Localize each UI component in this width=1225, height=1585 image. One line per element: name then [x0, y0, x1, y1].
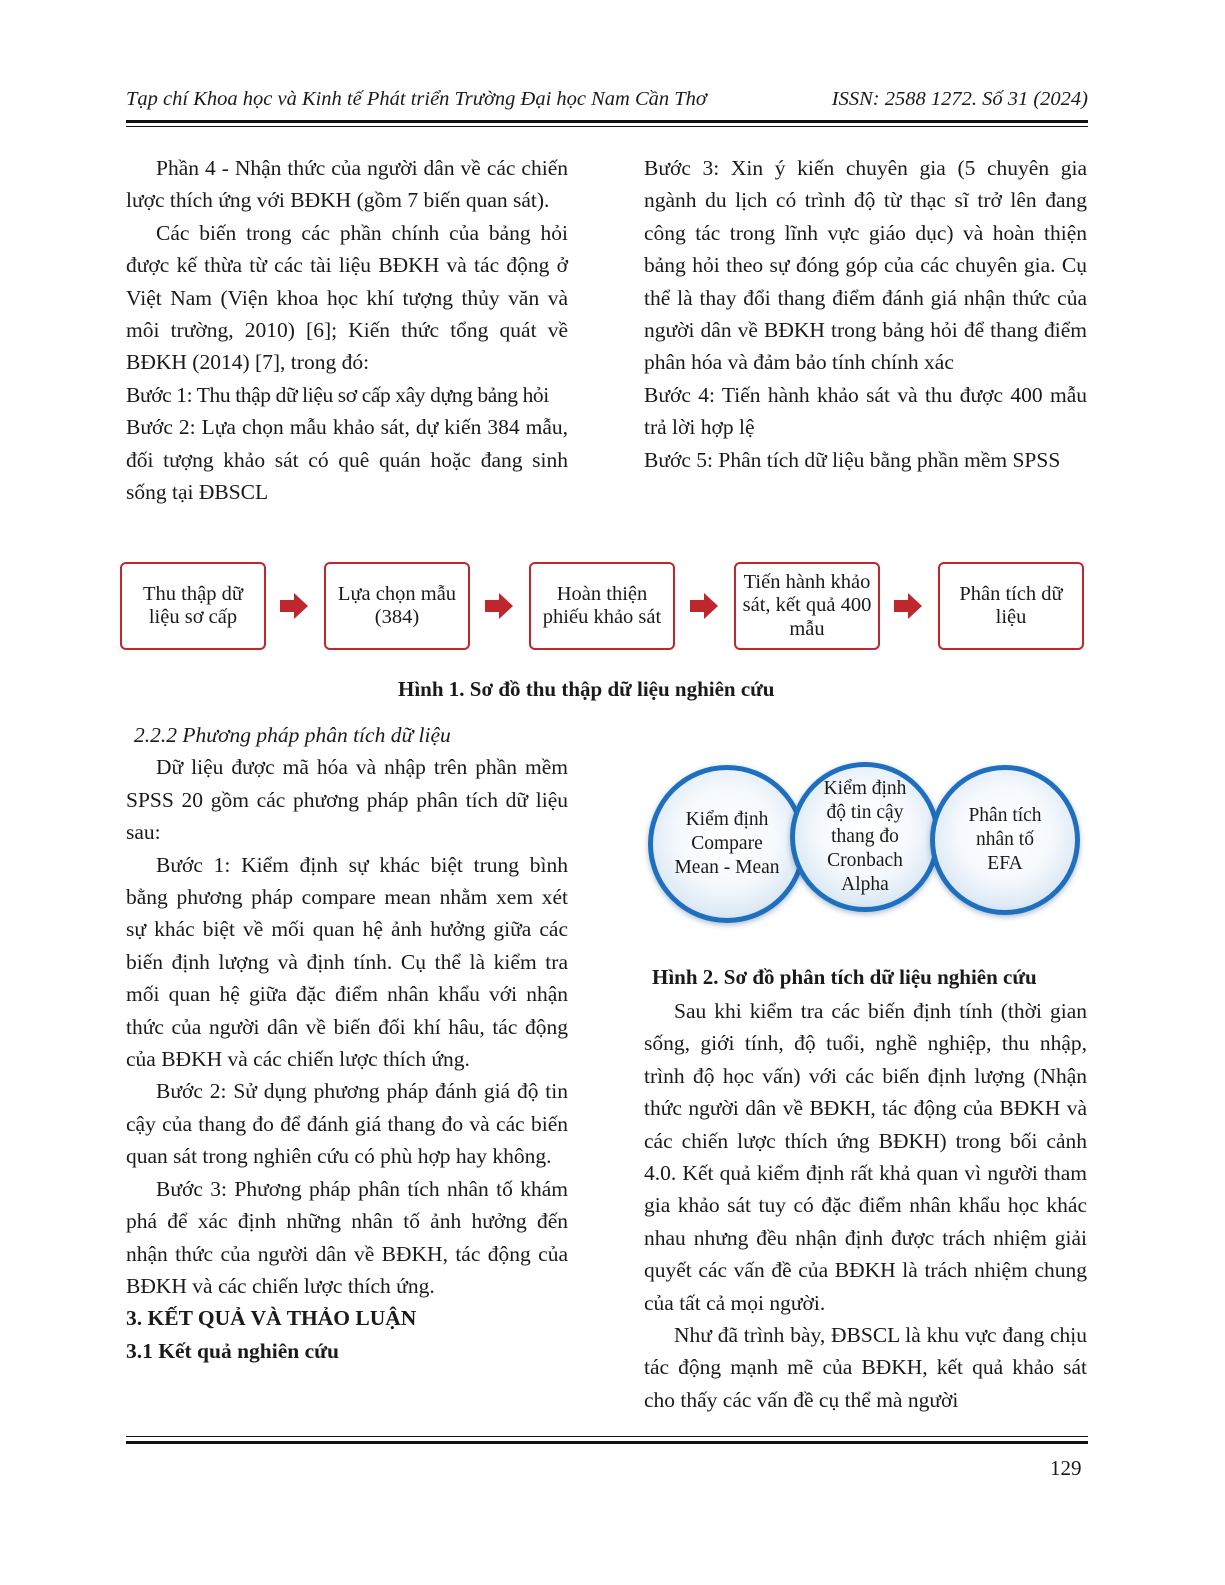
left-column-bottom	[126, 719, 568, 1367]
figure-1-flow-diagram	[120, 562, 1088, 654]
flow-step-1: Thu thập dữ liệu sơ cấp	[120, 562, 266, 650]
right-column-top	[644, 152, 1087, 476]
figure-2-diagram	[640, 762, 1090, 922]
arrow-right-icon	[485, 593, 513, 619]
paragraph: Bước 1: Kiểm định sự khác biệt trung bình bằng phương pháp compare mean nhằm xem xét sự khác biệt về mối quan hệ ảnh hưởng giữa các biến định lượng và định tính. Cụ thể là kiểm tra mối quan hệ giữa đặc điểm nhân khẩu với nhận thức của người dân về biến đối khí hâu, tác động của BĐKH và các chiến lược thích ứng.	[126, 852, 568, 1072]
header-rule-thin	[126, 126, 1088, 127]
left-column-top	[126, 152, 568, 508]
paragraph: Như đã trình bày, ĐBSCL là khu vực đang chịu tác động mạnh mẽ của BĐKH, kết quả khảo sát cho thấy các vấn đề cụ thể mà người	[644, 1323, 1087, 1412]
subsection-heading: 2.2.2 Phương pháp phân tích dữ liệu	[134, 723, 451, 747]
paragraph: Bước 4: Tiến hành khảo sát và thu được 400 mẫu trả lời hợp lệ	[644, 382, 1087, 440]
right-column-bottom	[644, 995, 1087, 1416]
flow-step-3: Hoàn thiện phiếu khảo sát	[529, 562, 675, 650]
footer-rule-thick	[126, 1441, 1088, 1444]
paragraph: Bước 1: Thu thập dữ liệu sơ cấp xây dựng bảng hỏi	[126, 382, 549, 407]
paragraph: Các biến trong các phần chính của bảng hỏi được kế thừa từ các tài liệu BĐKH và tác động ở Việt Nam (Viện khoa học khí tượng thủy văn và môi trường, 2010) [6]; Kiến thức tổng quát về BĐKH (2014) [7], trong đó:	[126, 220, 568, 375]
paragraph: Phần 4 - Nhận thức của người dân về các chiến lược thích ứng với BĐKH (gồm 7 biến quan sát).	[126, 156, 568, 213]
figure-2-caption: Hình 2. Sơ đồ phân tích dữ liệu nghiên cứu	[652, 965, 1037, 989]
bubble-step-1: Kiểm định Compare Mean - Mean	[648, 765, 806, 923]
paragraph: Bước 2: Lựa chọn mẫu khảo sát, dự kiến 384 mẫu, đối tượng khảo sát có quê quán hoặc đang sinh sống tại ĐBSCL	[126, 415, 568, 505]
paragraph: Bước 3: Phương pháp phân tích nhân tố khám phá để xác định những nhân tố ảnh hưởng đến nhận thức của người dân về BĐKH, tác động của BĐKH và các chiến lược thích ứng.	[126, 1176, 568, 1298]
arrow-right-icon	[690, 593, 718, 619]
arrow-right-icon	[280, 593, 308, 619]
running-header	[126, 88, 1088, 118]
section-heading: 3. KẾT QUẢ VÀ THẢO LUẬN	[126, 1306, 417, 1331]
bubble-step-3: Phân tích nhân tố EFA	[930, 765, 1080, 915]
flow-step-4: Tiến hành khảo sát, kết quả 400 mẫu	[734, 562, 880, 650]
paragraph: Bước 2: Sử dụng phương pháp đánh giá độ tin cậy của thang đo để đánh giá thang đo và các biến quan sát trong nghiên cứu có phù hợp hay không.	[126, 1079, 568, 1169]
paragraph: Dữ liệu được mã hóa và nhập trên phần mềm SPSS 20 gồm các phương pháp phân tích dữ liệu sau:	[126, 755, 568, 845]
issn-issue: ISSN: 2588 1272. Số 31 (2024)	[831, 88, 1088, 110]
journal-title: Tạp chí Khoa học và Kinh tế Phát triển Trường Đại học Nam Cần Thơ	[126, 88, 707, 110]
footer-rule-thin	[126, 1436, 1088, 1437]
subsection-heading: 3.1 Kết quả nghiên cứu	[126, 1338, 340, 1363]
header-rule-thick	[126, 120, 1088, 123]
page-number: 129	[1050, 1456, 1082, 1480]
paragraph: Sau khi kiểm tra các biến định tính (thời gian sống, giới tính, độ tuổi, nghề nghiệp, thu nhập, trình độ học vấn) với các biến định lượng (Nhận thức người dân về BĐKH, tác động của BĐKH và các chiến lược thích ứng BĐKH) trong bối cảnh 4.0. Kết quả kiểm định rất khả quan vì người tham gia khảo sát tuy có đặc điểm nhân khẩu học khác nhau nhưng đều nhận định được trách nhiệm giải quyết các vấn đề của BĐKH là trách nhiệm chung của tất cả mọi người.	[644, 999, 1087, 1315]
flow-step-5: Phân tích dữ liệu	[938, 562, 1084, 650]
figure-1-caption: Hình 1. Sơ đồ thu thập dữ liệu nghiên cứu	[398, 677, 775, 701]
arrow-right-icon	[894, 593, 922, 619]
paragraph: Bước 3: Xin ý kiến chuyên gia (5 chuyên gia ngành du lịch có trình độ từ thạc sĩ trở lên đang công tác trong lĩnh vực giáo dục) và hoàn thiện bảng hỏi theo sự đóng góp của các chuyên gia. Cụ thể là thay đổi thang điểm đánh giá nhận thức của người dân về BĐKH trong bảng hỏi để thang điểm phân hóa và đảm bảo tính chính xác	[644, 156, 1087, 375]
flow-step-2: Lựa chọn mẫu (384)	[324, 562, 470, 650]
paragraph: Bước 5: Phân tích dữ liệu bằng phần mềm SPSS	[644, 447, 1061, 472]
bubble-step-2: Kiểm định độ tin cậy thang đo Cronbach Alpha	[790, 762, 940, 912]
